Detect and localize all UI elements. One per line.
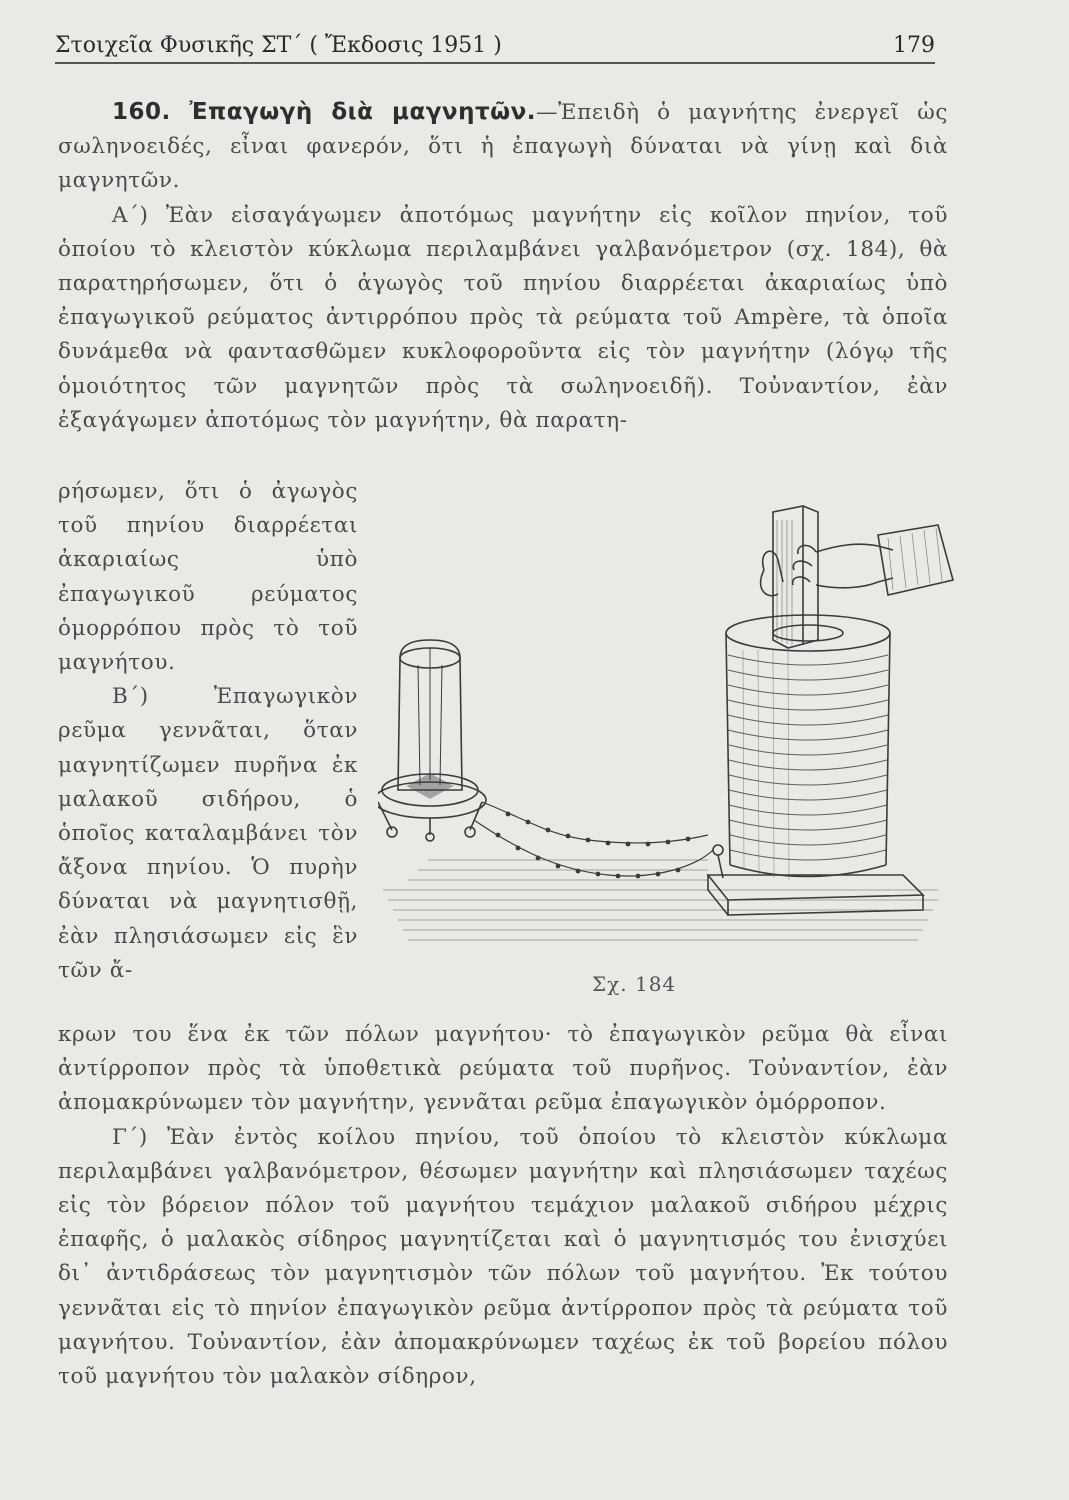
figure-caption: Σχ. 184 [592,972,677,996]
hand-holding-magnet [761,525,953,596]
section-intro-paragraph [58,95,948,199]
running-header [55,32,935,64]
coil-base [708,845,923,915]
running-title: Στοιχεῖα Φυσικῆς ΣΤ΄ ( Ἔκδοσις 1951 ) [55,33,502,58]
paragraph-a-continued: ρήσωμεν, ὅτι ὁ ἀγωγὸς τοῦ πηνίου διαρρέεται ἀκαριαίως ὑπὸ ἐπαγωγικοῦ ρεύματος ὁμορρόπου πρὸς τὸ τοῦ μαγνήτου. [58,479,358,676]
text-block-top [58,95,948,438]
section-title: 160. Ἐπαγωγὴ διὰ μαγνητῶν. [112,99,537,125]
paragraph-a: Α΄) Ἐὰν εἰσαγάγωμεν ἀποτόμως μαγνήτην εἰς κοῖλον πηνίον, τοῦ ὁποίου τὸ κλειστὸν κύκλωμα περιλαμβάνει γαλβανόμετρον (σχ. 184), θὰ παρατηρήσωμεν, ὅτι ὁ ἀγωγὸς τοῦ πηνίου διαρρέεται ἀκαριαίως ὑπὸ ἐπαγωγικοῦ ρεύματος ἀντιρρόπου πρὸς τὰ ρεύματα τοῦ Ampère, τὰ ὁποῖα δυνάμεθα νὰ φαντασθῶμεν κυκλοφοροῦντα εἰς τὸν μαγνήτην (λόγῳ τῆς ὁμοιότητος τῶν μαγνητῶν πρὸς τὰ σωληνοειδῆ). Τοὐναντίον, ἐὰν ἐξαγάγωμεν ἀποτόμως τὸν μαγνήτην, θὰ παρατη- [58,202,948,433]
induction-coil [726,615,890,880]
paragraph-c: Γ΄) Ἐὰν ἐντὸς κοίλου πηνίου, τοῦ ὁποίου τὸ κλειστὸν κύκλωμα περιλαμβάνει γαλβανόμετρον, θέσωμεν μαγνήτην καὶ πλησιάσωμεν ταχέως εἰς τὸν βόρειον πόλον τοῦ μαγνήτου τεμάχιον μαλακοῦ σιδήρου μέχρις ἐπαφῆς, ὁ μαλακὸς σίδηρος μαγνητίζεται καὶ ὁ μαγνητισμός του ἐνισχύει δι᾽ ἀντιδράσεως τὸν μαγνητισμὸν τῶν πόλων τοῦ μαγνήτου. Ἐκ τούτου γεννᾶται εἰς τὸ πηνίον ἐπαγωγικὸν ρεῦμα ἀντίρροπον πρὸς τὰ ρεύματα τοῦ μαγνήτου. Τοὐναντίον, ἐὰν ἀπομακρύνωμεν ταχέως ἐκ τοῦ βορείου πόλου τοῦ μαγνήτου τὸν μαλακὸν σίδηρον, [58,1124,948,1390]
page-number: 179 [893,33,935,58]
paragraph-b-start: Β΄) Ἐπαγωγικὸν ρεῦμα γεννᾶται, ὅταν μαγνητίζωμεν πυρῆνα ἐκ μαλακοῦ σιδήρου, ὁ ὁποῖος καταλαμβάνει τὸν ἄξονα πηνίου. Ὁ πυρὴν δύναται νὰ μαγνητισθῇ, ἐὰν πλησιάσωμεν εἰς ἓν τῶν ἄ- [58,684,358,983]
galvanometer [378,640,486,841]
text-block-bottom [58,1018,948,1394]
text-block-left-column [58,475,358,988]
figure-184-illustration [378,490,958,970]
circuit-wires [474,802,713,878]
paragraph-b-end: κρων του ἕνα ἐκ τῶν πόλων μαγνήτου· τὸ ἐπαγωγικὸν ρεῦμα θὰ εἶναι ἀντίρροπον πρὸς τὰ ὑποθετικὰ ρεύματα τοῦ πυρῆνος. Τοὐναντίον, ἐὰν ἀπομακρύνωμεν τὸν μαγνήτην, γεννᾶται ρεῦμα ἐπαγωγικὸν ὁμόρροπον. [58,1022,948,1116]
section-intro: —Ἐπειδὴ ὁ μαγνήτης ἐνεργεῖ ὡς σωληνοειδές, εἶναι φανερόν, ὅτι ἡ ἐπαγωγὴ δύναται νὰ γίνῃ καὶ διὰ μαγνητῶν. [58,100,948,194]
bar-magnet [773,506,818,648]
